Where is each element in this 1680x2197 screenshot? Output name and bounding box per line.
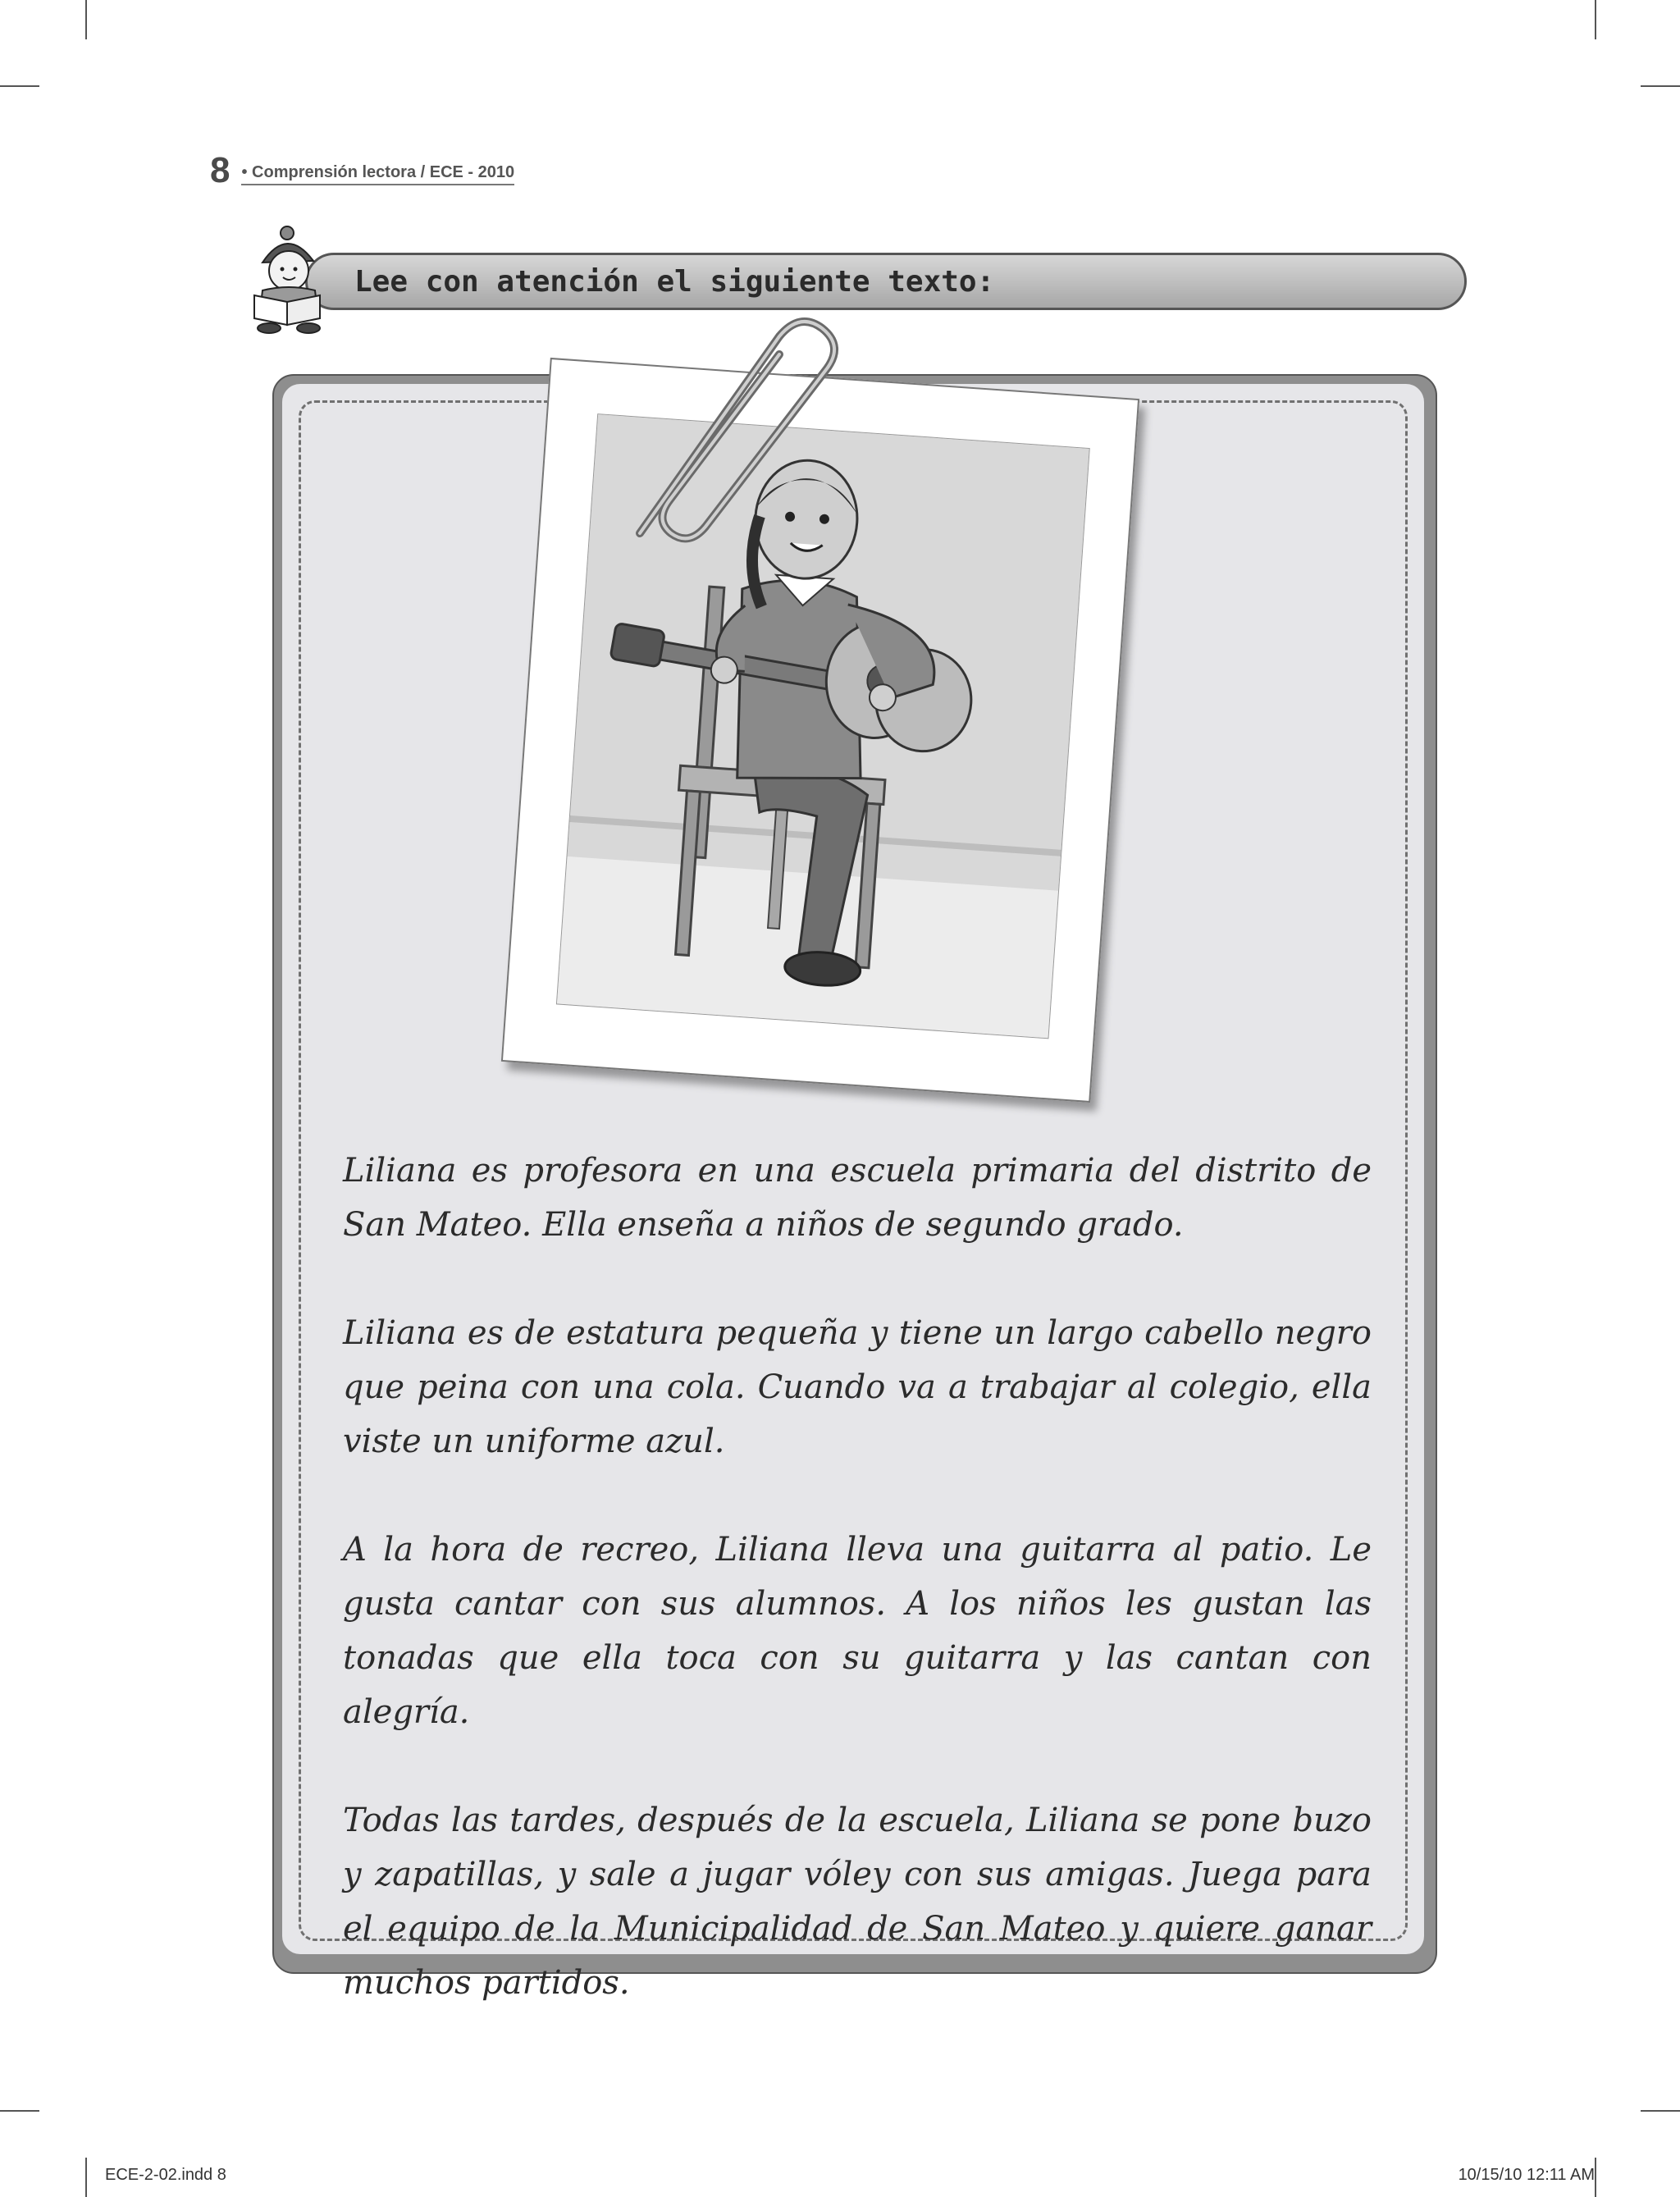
child-reading-book-icon bbox=[238, 222, 336, 336]
reading-text bbox=[343, 1144, 1372, 2010]
file-slug: ECE-2-02.indd 8 bbox=[105, 2166, 226, 2184]
crop-mark bbox=[1641, 2110, 1680, 2112]
paperclip-icon bbox=[607, 312, 853, 558]
page-header bbox=[210, 141, 514, 189]
crop-mark bbox=[0, 2110, 39, 2112]
running-title: • Comprensión lectora / ECE - 2010 bbox=[241, 163, 514, 185]
page-number: 8 bbox=[210, 150, 231, 190]
crop-mark bbox=[1595, 2158, 1596, 2197]
reading-paragraph: Todas las tardes, después de la escuela, Liliana se pone buzo y zapatillas, y sale a jugar vóley con sus amigas. Juega para el equipo de la Municipalidad de San Mateo y quiere ganar muchos partidos. bbox=[343, 1802, 1372, 2002]
date-slug: 10/15/10 12:11 AM bbox=[1458, 2166, 1595, 2184]
reading-paragraph: Liliana es de estatura pequeña y tiene un largo cabello negro que peina con una cola. Cuando va a trabajar al colegio, ella viste un uniforme azul. bbox=[343, 1314, 1372, 1460]
crop-mark bbox=[1595, 0, 1596, 39]
crop-mark bbox=[0, 85, 39, 87]
reading-paragraph: Liliana es profesora en una escuela primaria del distrito de San Mateo. Ella enseña a niños de segundo grado. bbox=[343, 1152, 1372, 1244]
crop-mark bbox=[1641, 85, 1680, 87]
crop-mark bbox=[85, 2158, 87, 2197]
reading-paragraph: A la hora de recreo, Liliana lleva una guitarra al patio. Le gusta cantar con sus alumnos. A los niños les gustan las tonadas que ella toca con su guitarra y las cantan con alegría. bbox=[343, 1531, 1372, 1731]
instruction-title: Lee con atención el siguiente texto: bbox=[354, 265, 995, 299]
crop-mark bbox=[85, 0, 87, 39]
